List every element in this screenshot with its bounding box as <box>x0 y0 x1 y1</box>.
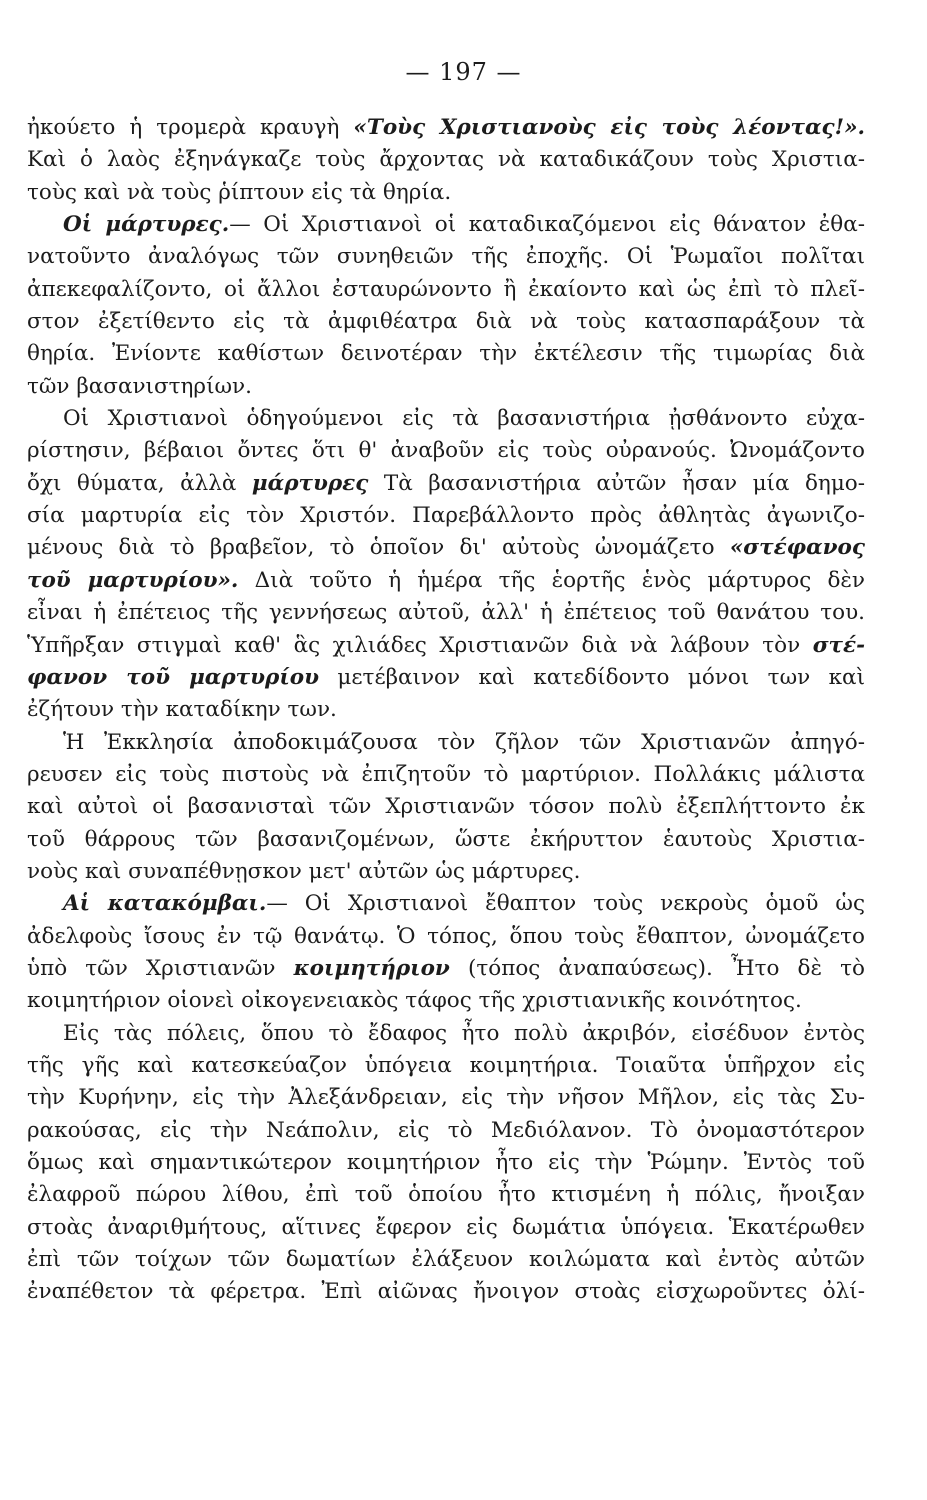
text-segment: ὄχι θύματα, ἀλλὰ <box>27 470 252 496</box>
text-line <box>27 1050 865 1082</box>
text-segment: — Οἱ Χριστιανοὶ ἔθαπτον τοὺς νεκροὺς ὁμοῦ ὡς <box>266 891 865 917</box>
text-segment: ὑπὸ τῶν Χριστιανῶν <box>27 955 294 981</box>
text-segment: Οἱ Χριστιανοὶ ὁδηγούμενοι εἰς τὰ βασανιστήρια ᾐσθάνοντο εὐχα- <box>63 406 865 432</box>
text-segment: τῆς γῆς καὶ κατεσκεύαζον ὑπόγεια κοιμητήρια. Τοιαῦτα ὑπῆρχον εἰς <box>27 1052 865 1078</box>
text-segment: — Οἱ Χριστιανοὶ οἱ καταδικαζόμενοι εἰς θάνατον ἐθα- <box>229 212 866 238</box>
text-line <box>27 1018 865 1050</box>
text-segment: Καὶ ὁ λαὸς ἐξηνάγκαζε τοὺς ἄρχοντας νὰ καταδικάζουν τοὺς Χριστια- <box>27 147 865 173</box>
text-segment: (τόπος ἀναπαύσεως). Ἦτο δὲ τὸ <box>449 955 865 981</box>
text-segment: Ὑπῆρξαν στιγμαὶ καθ' ἃς χιλιάδες Χριστιανῶν διὰ νὰ λάβουν τὸν <box>27 632 813 658</box>
text-line <box>27 1179 865 1211</box>
text-segment: θηρία. Ἐνίοντε καθίστων δεινοτέραν τὴν ἐκτέλεσιν τῆς τιμωρίας διὰ <box>27 341 865 367</box>
text-segment: νοὺς καὶ συναπέθνῃσκον μετ' αὐτῶν ὡς μάρτυρες. <box>27 858 581 884</box>
text-segment: τοῦ θάρρους τῶν βασανιζομένων, ὥστε ἐκήρυττον ἑαυτοὺς Χριστια- <box>27 826 865 852</box>
text-line <box>27 532 865 564</box>
text-line <box>27 338 865 370</box>
text-line <box>27 565 865 597</box>
text-segment: εἶναι ἡ ἐπέτειος τῆς γεννήσεως αὐτοῦ, ἀλλ' ἡ ἐπέτειος τοῦ θανάτου του. <box>27 600 865 626</box>
text-line <box>27 1115 865 1147</box>
text-segment: ἀδελφοὺς ἴσους ἐν τῷ θανάτῳ. Ὁ τόπος, ὅπου τοὺς ἔθαπτον, ὠνομάζετο <box>27 923 865 949</box>
text-segment: καὶ αὐτοὶ οἱ βασανισταὶ τῶν Χριστιανῶν τόσον πολὺ ἐξεπλήττοντο ἐκ <box>27 794 865 820</box>
text-line <box>27 371 865 403</box>
emphasized-text: μάρτυρες <box>251 470 369 496</box>
emphasized-text: Οἱ μάρτυρες. <box>63 212 230 238</box>
text-segment: ἐλαφροῦ πώρου λίθου, ἐπὶ τοῦ ὁποίου ἦτο κτισμένη ἡ πόλις, ἤνοιξαν <box>27 1182 865 1208</box>
text-segment: ρίστησιν, βέβαιοι ὄντες ὅτι θ' ἀναβοῦν εἰς τοὺς οὐρανούς. Ὠνομάζοντο <box>27 438 865 464</box>
text-line <box>27 791 865 823</box>
text-line <box>27 694 865 726</box>
text-segment: ἐζήτουν τὴν καταδίκην των. <box>27 697 337 723</box>
text-segment: ρακούσας, εἰς τὴν Νεάπολιν, εἰς τὸ Μεδιόλανον. Τὸ ὀνομαστότερον <box>27 1117 865 1143</box>
text-segment: ἐπὶ τῶν τοίχων τῶν δωματίων ἐλάξευον κοιλώματα καὶ ἐντὸς αὐτῶν <box>27 1247 865 1273</box>
text-line <box>27 856 865 888</box>
text-line <box>27 112 865 144</box>
text-segment: νατοῦντο ἀναλόγως τῶν συνηθειῶν τῆς ἐποχῆς. Οἱ Ῥωμαῖοι πολῖται <box>27 244 865 270</box>
text-line <box>27 727 865 759</box>
text-segment: ἀπεκεφαλίζοντο, οἱ ἄλλοι ἐσταυρώνοντο ἢ ἐκαίοντο καὶ ὡς ἐπὶ τὸ πλεῖ- <box>27 276 865 302</box>
text-line <box>27 1276 865 1308</box>
text-segment: στοὰς ἀναριθμήτους, αἵτινες ἔφερον εἰς δωμάτια ὑπόγεια. Ἑκατέρωθεν <box>27 1214 865 1240</box>
text-line <box>27 630 865 662</box>
text-line <box>27 209 865 241</box>
text-segment: ὅμως καὶ σημαντικώτερον κοιμητήριον ἦτο εἰς τὴν Ῥώμην. Ἐντὸς τοῦ <box>27 1150 865 1175</box>
emphasized-text: φανον τοῦ μαρτυρίου <box>27 664 319 690</box>
text-line <box>27 177 865 209</box>
text-segment: ἠκούετο ἡ τρομερὰ κραυγὴ <box>27 115 354 140</box>
emphasized-text: κοιμητήριον <box>293 955 450 981</box>
emphasized-text: «στέφανος <box>729 535 865 561</box>
text-segment: σία μαρτυρία εἰς τὸν Χριστόν. Παρεβάλλοντο πρὸς ἀθλητὰς ἀγωνιζο- <box>27 503 865 529</box>
text-segment: μετέβαινον καὶ κατεδίδοντο μόνοι των καὶ <box>319 664 865 690</box>
emphasized-text: τοῦ μαρτυρίου». <box>27 567 239 593</box>
text-segment: ἐναπέθετον τὰ φέρετρα. Ἐπὶ αἰῶνας ἤνοιγον στοὰς εἰσχωροῦντες ὀλί- <box>27 1279 865 1305</box>
text-line <box>27 1082 865 1114</box>
text-line <box>27 597 865 629</box>
text-segment: Εἰς τὰς πόλεις, ὅπου τὸ ἔδαφος ἦτο πολὺ ἀκριβόν, εἰσέδυον ἐντὸς <box>63 1020 865 1046</box>
text-line <box>27 662 865 694</box>
text-line <box>27 985 865 1017</box>
text-segment: στον ἐξετίθεντο εἰς τὰ ἀμφιθέατρα διὰ νὰ τοὺς κατασπαράξουν τὰ <box>27 309 865 335</box>
text-line <box>27 759 865 791</box>
page-number: — 197 — <box>405 58 522 86</box>
text-line <box>27 241 865 273</box>
text-line <box>27 1244 865 1276</box>
text-line <box>27 435 865 467</box>
text-body <box>27 112 865 1309</box>
text-line <box>27 274 865 306</box>
text-line <box>27 953 865 985</box>
text-segment: Διὰ τοῦτο ἡ ἡμέρα τῆς ἑορτῆς ἑνὸς μάρτυρος δὲν <box>238 567 865 593</box>
text-segment: τὴν Κυρήνην, εἰς τὴν Ἀλεξάνδρειαν, εἰς τὴν νῆσον Μῆλον, εἰς τὰς Συ- <box>27 1085 865 1111</box>
text-segment: κοιμητήριον οἱονεὶ οἰκογενειακὸς τάφος τῆς χριστιανικῆς κοινότητος. <box>27 988 802 1014</box>
text-line <box>27 403 865 435</box>
text-line <box>27 1147 865 1179</box>
text-line <box>27 824 865 856</box>
emphasized-text: «Τοὺς Χριστιανοὺς εἰς τοὺς λέοντας!». <box>353 115 865 140</box>
text-line <box>27 921 865 953</box>
text-line <box>27 144 865 176</box>
text-line <box>27 888 865 920</box>
emphasized-text: στέ- <box>812 632 865 658</box>
emphasized-text: Αἱ κατακόμβαι. <box>63 891 267 917</box>
text-segment: μένους διὰ τὸ βραβεῖον, τὸ ὁποῖον δι' αὐτοὺς ὠνομάζετο <box>27 535 730 561</box>
text-line <box>27 500 865 532</box>
text-segment: Τὰ βασανιστήρια αὐτῶν ἦσαν μία δημο- <box>368 470 865 496</box>
text-segment: τοὺς καὶ νὰ τοὺς ῥίπτουν εἰς τὰ θηρία. <box>27 179 452 205</box>
text-line <box>27 306 865 338</box>
text-segment: Ἡ Ἐκκλησία ἀποδοκιμάζουσα τὸν ζῆλον τῶν Χριστιανῶν ἀπηγό- <box>63 729 865 755</box>
text-segment: τῶν βασανιστηρίων. <box>27 373 252 399</box>
text-line <box>27 468 865 500</box>
text-segment: ρευσεν εἰς τοὺς πιστοὺς νὰ ἐπιζητοῦν τὸ μαρτύριον. Πολλάκις μάλιστα <box>27 761 865 787</box>
text-line <box>27 1212 865 1244</box>
